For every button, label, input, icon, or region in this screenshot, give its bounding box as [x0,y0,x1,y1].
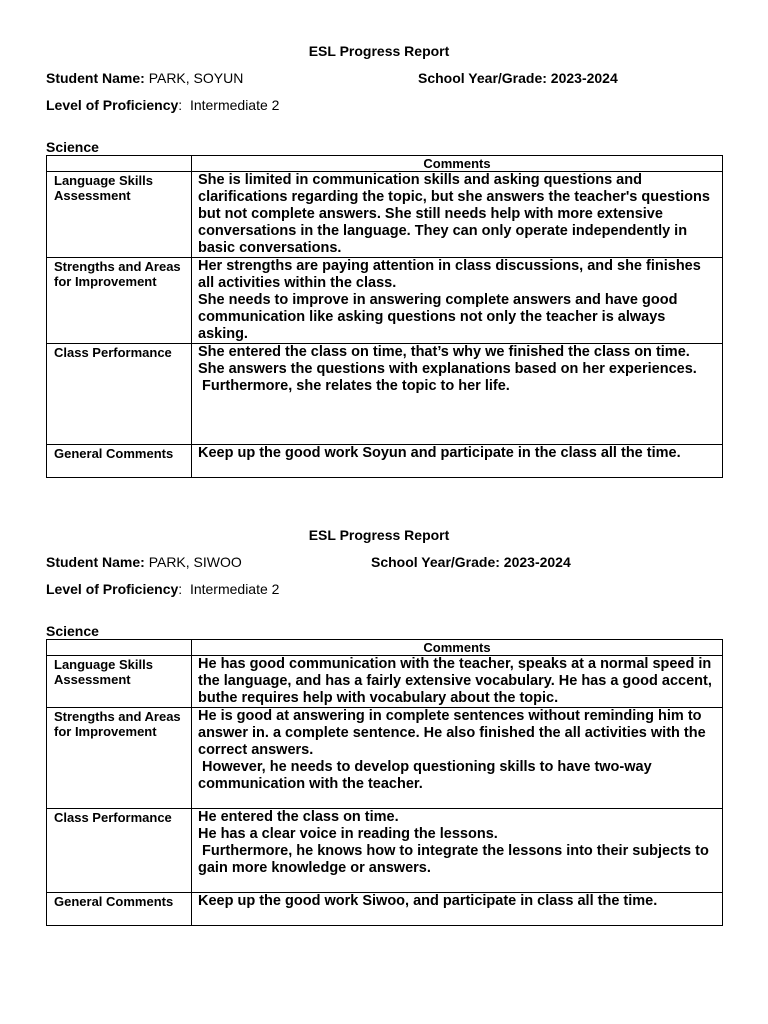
school-year-label: School Year/Grade: [371,554,500,570]
report-title: ESL Progress Report [308,527,450,543]
row-label: General Comments [47,445,192,478]
comment-line: Her strengths are paying attention in class discussions, and she finishes all activities within the class. [198,258,705,291]
row-label: Class Performance [47,344,192,445]
table-row [47,809,723,893]
comment-line: Keep up the good work Siwoo, and participate in class all the time. [198,893,658,909]
blank-header-cell [47,640,192,656]
comment-line: Furthermore, she relates the topic to her life. [198,378,510,394]
table-row [47,445,723,478]
report-title: ESL Progress Report [308,43,450,59]
comments-table [46,639,723,926]
school-year-value: 2023-2024 [550,70,618,86]
row-comment [192,809,723,893]
student-name-label: Student Name: [46,70,145,86]
student-info-row [46,554,722,570]
row-label: Language Skills Assessment [47,656,192,708]
comment-line: He entered the class on time. [198,809,399,825]
school-year-field [371,554,571,570]
comment-line: She needs to improve in answering complete answers and have good communication like asking questions not only the teacher is always asking. [198,292,682,342]
comment-line: He has good communication with the teacher, speaks at a normal speed in the language, and has a fairly extensive vocabulary. He has a good accent, buthe requires help with vocabulary about the topic. [198,656,716,706]
row-label: Language Skills Assessment [47,172,192,258]
row-comment [192,258,723,344]
comment-line: However, he needs to develop questioning skills to have two-way communication with the teacher. [198,759,656,792]
comments-table [46,155,723,478]
table-header-row [47,156,723,172]
level-colon: : [178,581,183,597]
level-value: Intermediate 2 [189,97,280,113]
student-name-value: PARK, SOYUN [148,70,244,86]
level-label: Level of Proficiency [46,581,179,597]
row-label: Strengths and Areas for Improvement [47,708,192,809]
row-comment [192,172,723,258]
level-label: Level of Proficiency [46,97,179,113]
progress-report-siwoo [46,527,722,926]
level-colon: : [178,97,183,113]
student-name-label: Student Name: [46,554,145,570]
level-row [46,97,722,113]
row-comment [192,344,723,445]
comment-line: She is limited in communication skills and asking questions and clarifications regarding the topic, but she answers the teacher's questions but not complete answers. She still needs help with more extensive conversations in the language. They can only operate independently in basic conversations. [198,172,714,256]
row-comment [192,445,723,478]
table-row [47,656,723,708]
student-name-value: PARK, SIWOO [148,554,242,570]
table-row [47,344,723,445]
level-row [46,581,722,597]
table-row [47,893,723,926]
level-value: Intermediate 2 [189,581,280,597]
row-comment [192,893,723,926]
row-label: Strengths and Areas for Improvement [47,258,192,344]
blank-header-cell [47,156,192,172]
school-year-field [418,70,618,86]
comment-line: He has a clear voice in reading the lessons. [198,826,498,842]
comment-line: She entered the class on time, that’s why we finished the class on time. [198,344,690,360]
comments-header: Comments [192,156,723,172]
row-comment [192,656,723,708]
comment-line: He is good at answering in complete sentences without reminding him to answer in. a complete sentence. He also finished the all activities with the correct answers. [198,708,710,758]
comment-line: She answers the questions with explanations based on her experiences. [198,361,697,377]
row-label: General Comments [47,893,192,926]
comment-line: Furthermore, he knows how to integrate the lessons into their subjects to gain more knowledge or answers. [198,843,713,876]
subject-heading: Science [46,139,99,155]
progress-report-soyun [46,43,722,478]
subject-heading: Science [46,623,99,639]
row-label: Class Performance [47,809,192,893]
table-header-row [47,640,723,656]
student-info-row [46,70,722,86]
school-year-value: 2023-2024 [503,554,571,570]
table-row [47,172,723,258]
table-row [47,708,723,809]
row-comment [192,708,723,809]
table-row [47,258,723,344]
comment-line: Keep up the good work Soyun and participate in the class all the time. [198,445,681,461]
comments-header: Comments [192,640,723,656]
school-year-label: School Year/Grade: [418,70,547,86]
